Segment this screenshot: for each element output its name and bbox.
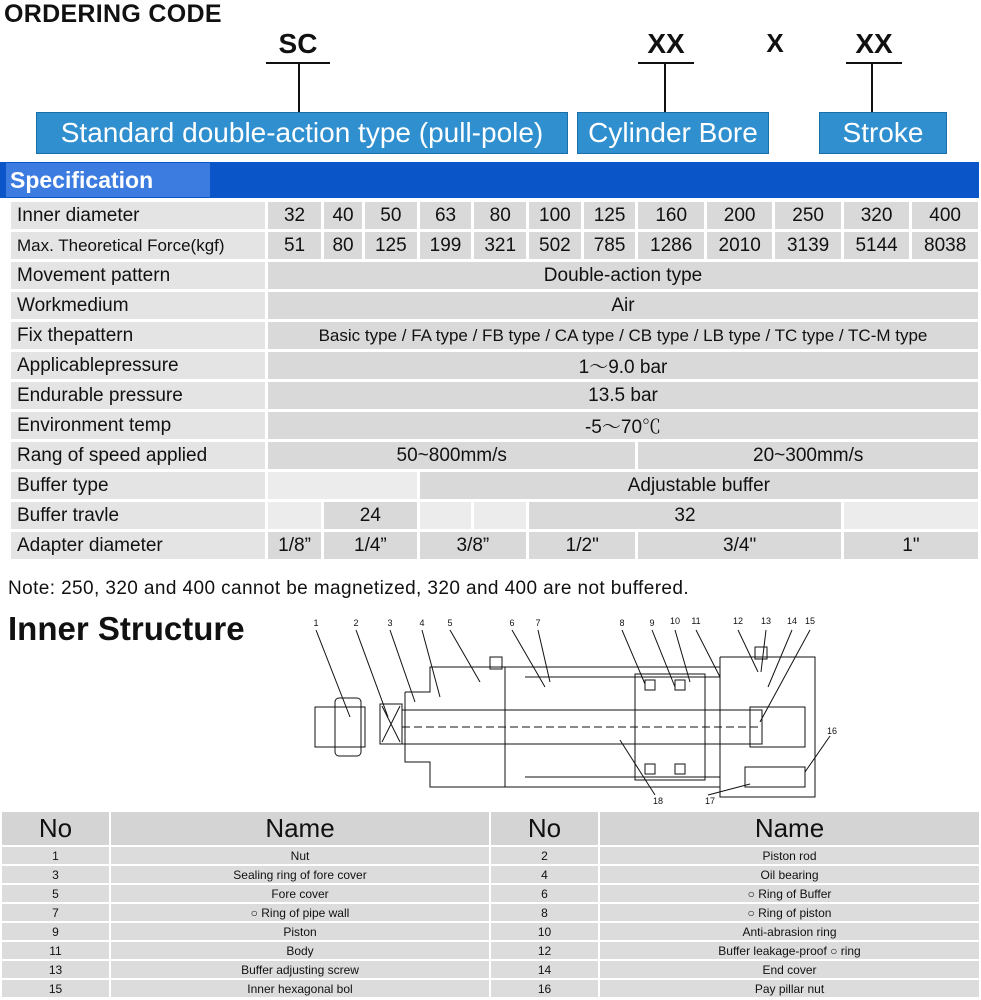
spec-cell: 1/4”	[324, 532, 417, 559]
code-bore: XX	[647, 28, 685, 59]
parts-header-name: Name	[111, 812, 489, 845]
part-no: 14	[491, 961, 598, 978]
callout-8: 8	[619, 618, 625, 628]
label-type: Standard double-action type (pull-pole)	[36, 112, 568, 154]
parts-row	[2, 847, 979, 864]
label-stroke: Stroke	[819, 112, 947, 154]
callout-1: 1	[313, 618, 319, 628]
spec-cell: 2010	[707, 232, 772, 259]
spec-row-adapter	[11, 532, 978, 559]
part-no: 9	[2, 923, 109, 940]
spec-row-movement	[11, 262, 978, 289]
spec-cell: 80	[324, 232, 362, 259]
spec-cell: 32	[268, 202, 321, 229]
inner-structure-title: Inner Structure	[8, 610, 245, 647]
spec-cell: 160	[638, 202, 703, 229]
part-no: 3	[2, 866, 109, 883]
spec-cell: 100	[529, 202, 581, 229]
spec-cell: 125	[365, 232, 417, 259]
part-name: Anti-abrasion ring	[600, 923, 979, 940]
spec-label: Buffer type	[11, 472, 265, 499]
spec-cell: 1〜9.0 bar	[268, 352, 978, 379]
callout-14: 14	[786, 616, 798, 626]
parts-header-no: No	[491, 812, 598, 845]
callout-3: 3	[387, 618, 393, 628]
callout-18: 18	[652, 796, 664, 806]
spec-cell: 50~800mm/s	[268, 442, 635, 469]
parts-row	[2, 904, 979, 921]
spec-cell: 199	[420, 232, 472, 259]
part-name: Piston rod	[600, 847, 979, 864]
code-stroke-connector	[871, 63, 873, 112]
spec-cell: -5〜70℃	[268, 412, 978, 439]
spec-cell-blank	[268, 472, 417, 499]
spec-cell: 50	[365, 202, 417, 229]
spec-cell-blank	[474, 502, 526, 529]
part-no: 6	[491, 885, 598, 902]
parts-header-name: Name	[600, 812, 979, 845]
part-name: Oil bearing	[600, 866, 979, 883]
part-name: Nut	[111, 847, 489, 864]
ordering-code-title: ORDERING CODE	[4, 0, 222, 28]
code-stroke-underline	[846, 62, 902, 64]
parts-row	[2, 885, 979, 902]
parts-header-no: No	[2, 812, 109, 845]
spec-cell: 502	[529, 232, 581, 259]
part-name: Fore cover	[111, 885, 489, 902]
spec-cell: 1/2"	[529, 532, 635, 559]
spec-cell: 320	[844, 202, 909, 229]
cylinder-cross-section-diagram	[290, 612, 850, 807]
spec-row-inner-diameter	[11, 202, 978, 229]
callout-11: 11	[691, 616, 701, 626]
spec-label: Buffer travle	[11, 502, 265, 529]
parts-row	[2, 866, 979, 883]
spec-cell: 321	[474, 232, 526, 259]
note-text: Note: 250, 320 and 400 cannot be magnetized, 320 and 400 are not buffered.	[8, 578, 690, 599]
part-no: 16	[491, 980, 598, 997]
callout-4: 4	[419, 618, 425, 628]
spec-cell: 8038	[912, 232, 978, 259]
part-name: End cover	[600, 961, 979, 978]
spec-cell: 3/4"	[638, 532, 840, 559]
code-bore-underline	[638, 62, 694, 64]
spec-cell: Double-action type	[268, 262, 978, 289]
parts-row	[2, 942, 979, 959]
spec-cell: 400	[912, 202, 978, 229]
spec-cell: 785	[584, 232, 636, 259]
part-name: Pay pillar nut	[600, 980, 979, 997]
spec-label: Fix thepattern	[11, 322, 265, 349]
spec-row-endurable-pressure	[11, 382, 978, 409]
spec-row-speed	[11, 442, 978, 469]
spec-row-fix	[11, 322, 978, 349]
part-name: ○ Ring of Buffer	[600, 885, 979, 902]
label-bore: Cylinder Bore	[577, 112, 769, 154]
callout-16: 16	[826, 726, 838, 736]
part-name: Piston	[111, 923, 489, 940]
spec-label: Applicablepressure	[11, 352, 265, 379]
spec-row-environment	[11, 412, 978, 439]
parts-row	[2, 961, 979, 978]
spec-cell: 63	[420, 202, 472, 229]
parts-row	[2, 923, 979, 940]
part-no: 13	[2, 961, 109, 978]
callout-13: 13	[760, 616, 772, 626]
spec-table	[8, 199, 981, 562]
spec-cell: 5144	[844, 232, 909, 259]
spec-cell: Air	[268, 292, 978, 319]
spec-label: Workmedium	[11, 292, 265, 319]
spec-row-buffer-type	[11, 472, 978, 499]
callout-2: 2	[353, 618, 359, 628]
spec-cell: 20~300mm/s	[638, 442, 978, 469]
spec-cell: 200	[707, 202, 772, 229]
spec-cell: 51	[268, 232, 321, 259]
code-sc: SC	[278, 28, 318, 59]
part-no: 11	[2, 942, 109, 959]
spec-cell: 1286	[638, 232, 703, 259]
spec-cell: 3/8”	[420, 532, 526, 559]
spec-label: Endurable pressure	[11, 382, 265, 409]
callout-12: 12	[732, 616, 744, 626]
spec-cell-blank	[268, 502, 321, 529]
spec-cell: Adjustable buffer	[420, 472, 978, 499]
parts-row	[2, 980, 979, 997]
spec-cell: 3139	[775, 232, 840, 259]
callout-6: 6	[509, 618, 515, 628]
callout-15: 15	[804, 616, 816, 626]
part-no: 7	[2, 904, 109, 921]
code-stroke: XX	[855, 28, 893, 59]
part-name: ○ Ring of piston	[600, 904, 979, 921]
parts-table	[0, 810, 981, 999]
part-no: 10	[491, 923, 598, 940]
spec-cell: 125	[584, 202, 636, 229]
part-no: 2	[491, 847, 598, 864]
code-bore-connector	[664, 63, 666, 112]
spec-title: Specification	[6, 163, 210, 197]
spec-cell: 250	[775, 202, 840, 229]
part-no: 1	[2, 847, 109, 864]
callout-7: 7	[535, 618, 541, 628]
part-name: ○ Ring of pipe wall	[111, 904, 489, 921]
parts-header-row	[2, 812, 979, 845]
part-name: Buffer adjusting screw	[111, 961, 489, 978]
spec-row-workmedium	[11, 292, 978, 319]
part-name: Sealing ring of fore cover	[111, 866, 489, 883]
part-name: Buffer leakage-proof ○ ring	[600, 942, 979, 959]
spec-row-force	[11, 232, 978, 259]
spec-label: Rang of speed applied	[11, 442, 265, 469]
spec-label: Adapter diameter	[11, 532, 265, 559]
callout-10: 10	[669, 616, 681, 626]
part-name: Body	[111, 942, 489, 959]
spec-cell: 40	[324, 202, 362, 229]
spec-label: Environment temp	[11, 412, 265, 439]
spec-row-applicable-pressure	[11, 352, 978, 379]
spec-cell-blank	[844, 502, 978, 529]
spec-cell: 13.5 bar	[268, 382, 978, 409]
code-x: X	[766, 28, 784, 58]
spec-cell: 80	[474, 202, 526, 229]
code-sc-connector	[298, 63, 300, 112]
spec-label: Movement pattern	[11, 262, 265, 289]
part-no: 5	[2, 885, 109, 902]
callout-9: 9	[649, 618, 655, 628]
spec-cell: Basic type / FA type / FB type / CA type / CB type / LB type / TC type / TC-M type	[268, 322, 978, 349]
part-no: 15	[2, 980, 109, 997]
spec-row-buffer-travel	[11, 502, 978, 529]
spec-cell: 1/8”	[268, 532, 321, 559]
part-no: 8	[491, 904, 598, 921]
callout-5: 5	[447, 618, 453, 628]
spec-cell: 32	[529, 502, 841, 529]
part-name: Inner hexagonal bol	[111, 980, 489, 997]
spec-cell: 1"	[844, 532, 978, 559]
spec-cell: 24	[324, 502, 417, 529]
callout-17: 17	[704, 796, 716, 806]
part-no: 12	[491, 942, 598, 959]
spec-label: Max. Theoretical Force(kgf)	[11, 232, 265, 259]
spec-label: Inner diameter	[11, 202, 265, 229]
part-no: 4	[491, 866, 598, 883]
spec-cell-blank	[420, 502, 472, 529]
